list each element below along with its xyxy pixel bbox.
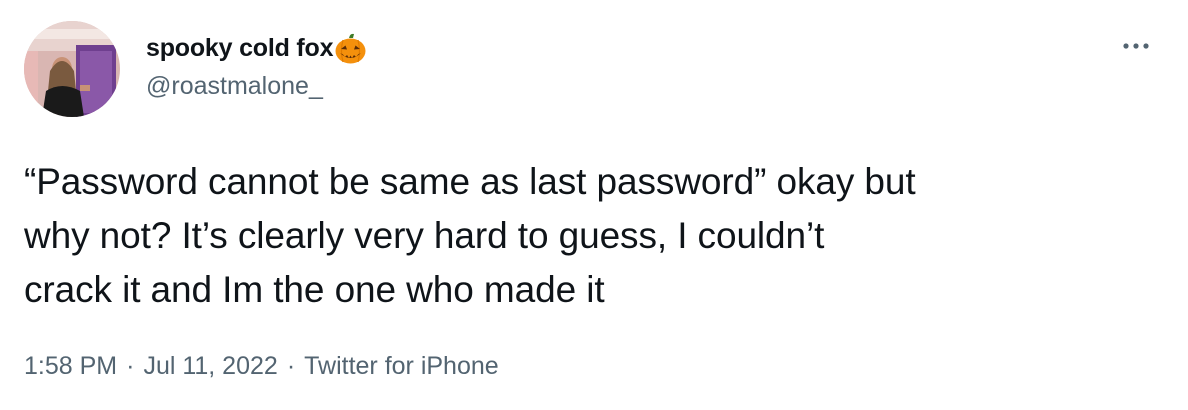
separator-dot: · xyxy=(286,352,296,380)
tweet-time[interactable]: 1:58 PM xyxy=(24,352,118,380)
separator-dot: · xyxy=(126,352,135,380)
tweet-date[interactable]: Jul 11, 2022 xyxy=(143,352,278,380)
tweet-source[interactable]: Twitter for iPhone xyxy=(304,352,499,380)
tweet-metadata xyxy=(24,352,499,381)
avatar-photo xyxy=(24,21,120,117)
display-name-row xyxy=(146,31,367,65)
avatar[interactable] xyxy=(24,21,120,117)
display-name[interactable]: spooky cold fox xyxy=(146,33,334,62)
more-icon[interactable] xyxy=(1118,36,1154,56)
username-handle[interactable]: @roastmalone_ xyxy=(146,72,323,100)
tweet-text: “Password cannot be same as last password” okay but why not? It’s clearly very hard to guess, I couldn’t crack it and Im the one who made it xyxy=(24,161,916,310)
jack-o-lantern-icon xyxy=(334,32,367,65)
